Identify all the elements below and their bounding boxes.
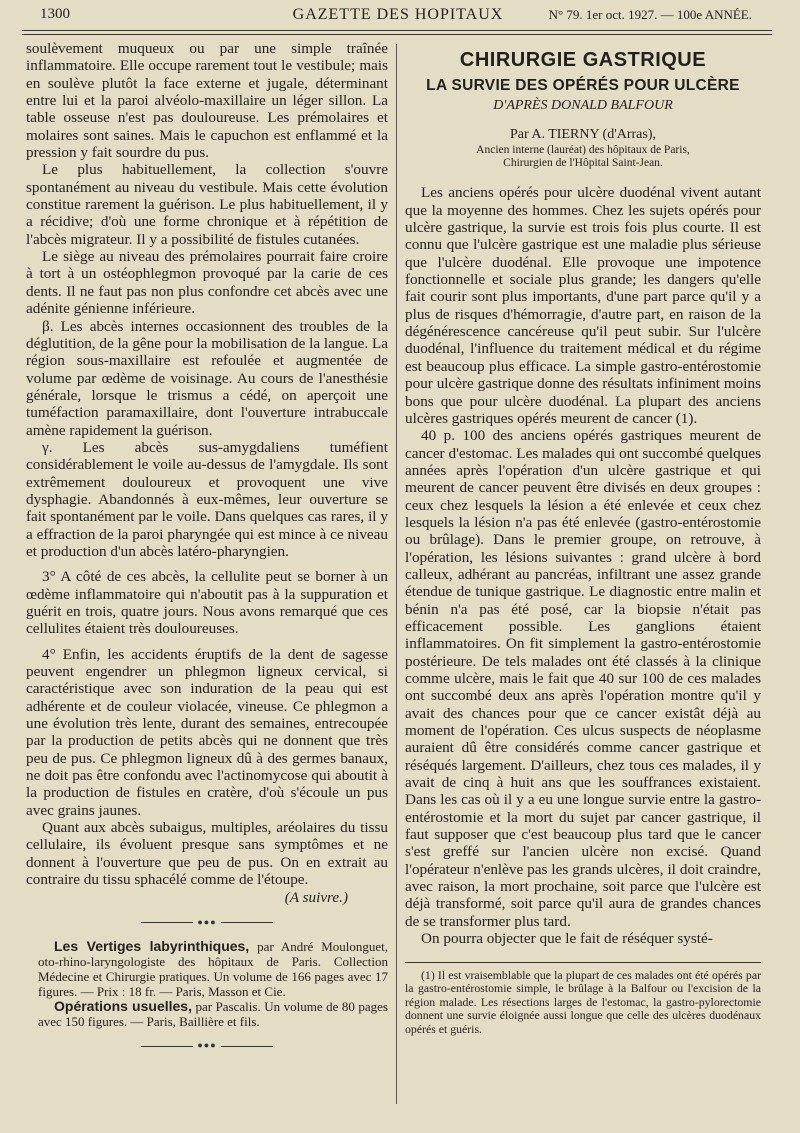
paragraph: soulèvement muqueux ou par une simple traînée inflammatoire. Elle occupe rarement tout le vestibule; mais en soulève plutôt la face externe et jugale, déterminant entre lui et la paroi alvéolo-maxillaire un léger sillon. La table osseuse n'est pas douloureuse. Les prémolaires et molaires sont saines. Mais le capuchon est enflammé et la pression y fait sourdre du pus.: [26, 40, 388, 162]
paragraph: Le siège au niveau des prémolaires pourrait faire croire à tort à un ostéophlegmon provoqué par la carie de ces dents. Il ne faut pas non plus confondre cet abcès avec une adénite génienne inférieure.: [26, 248, 388, 318]
article-subtitle: D'APRÈS DONALD BALFOUR: [493, 97, 673, 113]
issue-info: N° 79. 1er oct. 1927. — 100e ANNÉE.: [548, 7, 752, 22]
book-details: par Pascalis. Un volume de 80 pages avec 150 figures. — Paris, Baillière et fils.: [38, 999, 388, 1030]
paragraph: γ. Les abcès sus-amygdaliens tuméfient considérablement le voile au-dessus de l'amygdale. Ils sont extrêmement douloureux et provoquent une vive dysphagie. Abandonnés à eux-mêmes, leur ouverture se fait spontanément par le voile. Dans quelques cas rares, il y a effraction de la paroi pharyngée qui est mince à ce niveau et production d'un abcès latéro-pharyngien.: [26, 438, 388, 560]
author-affiliation: [405, 144, 761, 170]
book-details: par André Moulonguet, oto-rhino-laryngologiste des hôpitaux de Paris. Collection Médecine et Chirurgie pratiques. Un volume de 166 pages avec 17 figures. — Prix : 18 fr. — Paris, Masson et Cie.: [38, 939, 388, 1000]
left-column: [26, 40, 388, 1063]
footnote-rule: [405, 962, 761, 963]
footnote: (1) Il est vraisemblable que la plupart de ces malades ont été opérés par la gastro-entérostomie simple, le brûlage à la Balfour ou l'excision de la région malade. Les résections larges de l'estomac, la gastro-pylorectomie donnent une survie éloignée aussi longue que celle des ulcères duodénaux opérés et guéris.: [405, 967, 761, 1036]
paragraph: Le plus habituellement, la collection s'ouvre spontanément au niveau du vestibule. Mais cette évolution constitue rarement la guérison. Le plus habituellement, il y a récidive; d'où une forme chronique et à répétition de l'abcès migrateur. Il y a possibilité de fistules cutanées.: [26, 161, 388, 248]
affiliation-line: Chirurgien de l'Hôpital Saint-Jean.: [503, 157, 663, 170]
paragraph: On pourra objecter que le fait de réséquer systé-: [421, 930, 713, 948]
header-rule: [22, 30, 772, 31]
column-divider: [396, 44, 397, 1104]
affiliation-line: Ancien interne (lauréat) des hôpitaux de Paris,: [476, 144, 690, 157]
bibliography-entry: [26, 999, 388, 1029]
journal-title: GAZETTE DES HOPITAUX: [292, 6, 504, 23]
section-title: CHIRURGIE GASTRIQUE: [459, 49, 707, 71]
header-rule-thin: [22, 34, 772, 35]
page-header: [18, 4, 778, 28]
paragraph: 40 p. 100 des anciens opérés gastriques meurent de cancer d'estomac. Les malades qui ont succombé quelques années après l'opération d'un ulcère gastrique et qui meurent de cancer peuvent être divisés en deux groupes : ceux chez lesquels la lésion a été enlevée et ceux chez lesquels la lésion n'a pas été enlevée (gastro-entérostomie ou brûlage). Dans le premier groupe, on retrouve, à l'opération, les lésions suivantes : grand ulcère à bord calleux, adhérant au pancréas, infiltrant une assez grande étendue de tunique gastrique. Le diagnostic entre malin et bénin n'a pas été posé, car la biopsie n'était pas efficacement possible. Les ganglions étaient inflammatoires. On fit simplement la gastro-entérostomie postérieure. De tels malades ont été classés à la clinique comme ulcère, mais le fait que 40 sur 100 de ces malades ont succombé deux ans après l'opération montre qu'il y avait des chances pour que ce cancer existât déjà au moment de l'opération. Ces ulcus suspects de néoplasme auraient dû être considérés comme cancer gastrique et réséqués largement. D'ailleurs, chez tous ces malades, il y avait de cinq à huit ans que les souffrances existaient. Dans les cas où il y a eu une longue survie entre la gastro-entérostomie et la mort du sujet par cancer gastrique, il faut supposer que c'est beaucoup plus tard que le cancer s'est greffé sur l'ancien ulcère non excisé. Quand l'opérateur n'enlève pas les grands ulcères, il doit craindre, avec raison, la mort prochaine, soit parce que l'ulcère est déjà transformé, soit parce qu'il aura de grandes chances de se transformer plus tard.: [405, 427, 761, 930]
right-column: [405, 40, 761, 1036]
paragraph: Quant aux abcès subaigus, multiples, aréolaires du tissu cellulaire, ils évoluent presque sans symptômes et ne donnent à l'ouverture que peu de pus. On en extrait au contraire du tissu sphacélé comme de l'étoupe.: [26, 819, 388, 889]
ornament-divider: ●●●: [26, 914, 388, 931]
paragraph: 3° A côté de ces abcès, la cellulite peut se borner à un œdème inflammatoire qui n'aboutit pas à la suppuration et guérit en trois, quatre jours. Nous avons remarqué que ces cellulites étaient très douloureuses.: [26, 568, 388, 638]
paragraph: β. Les abcès internes occasionnent des troubles de la déglutition, de la gêne pour la mobilisation de la langue. La région sous-maxillaire est refoulée et augmentée de volume par œdème de voisinage. Au cours de l'anesthésie générale, lorsque le trismus a cédé, on aperçoit une tuméfaction paramaxillaire, dont l'ouverture intrabuccale amène rapidement la guérison.: [26, 317, 388, 439]
paragraph: Les anciens opérés pour ulcère duodénal vivent autant que la moyenne des hommes. Chez les sujets opérés pour ulcère gastrique, la survie est trois fois plus courte. Il est connu que l'ulcère gastrique est une maladie plus sérieuse que l'ulcère duodénal. Elle provoque une impotence fonctionnelle et sociale plus grande; les dangers qu'elle fait courir sont plus importants, d'une part parce qu'il y a plus de risques d'hémorragie, d'autre part, en raison de la dégénérescence cancéreuse qu'il peut subir. Sur l'ulcère duodénal, l'influence du traitement médical et du régime est beaucoup plus efficace. La simple gastro-entérostomie pour ulcère gastrique donne des résultats infiniment moins bons que pour ulcère duodénal. La plupart des anciens ulcères gastriques opérés meurent de cancer (1).: [405, 184, 761, 427]
bibliography-entry: [26, 939, 388, 999]
ornament-divider-bottom: ●●●: [26, 1037, 388, 1054]
to-be-continued: (A suivre.): [284, 888, 348, 906]
book-title: Opérations usuelles,: [54, 998, 192, 1015]
article-title: LA SURVIE DES OPÉRÉS POUR ULCÈRE: [426, 77, 740, 95]
page-number: 1300: [40, 6, 70, 22]
paragraph: 4° Enfin, les accidents éruptifs de la dent de sagesse peuvent engendrer un phlegmon ligneux cervical, si caractéristique avec son induration de la peau qui est adhérente et de couleur violacée, vineuse. Ce phlegmon a une évolution très lente, durant des semaines, entrecoupée par la production de petits abcès qui ne donnent que très peu de pus. Ce phlegmon ligneux dû à des germes banaux, ne doit pas être confondu avec l'actinomycose qui aboutit à la production de fistules en cratère, d'où s'écoule un pus avec grains jaunes.: [26, 645, 388, 819]
article-author: Par A. TIERNY (d'Arras),: [510, 127, 656, 143]
book-title: Les Vertiges labyrinthiques,: [54, 938, 250, 955]
